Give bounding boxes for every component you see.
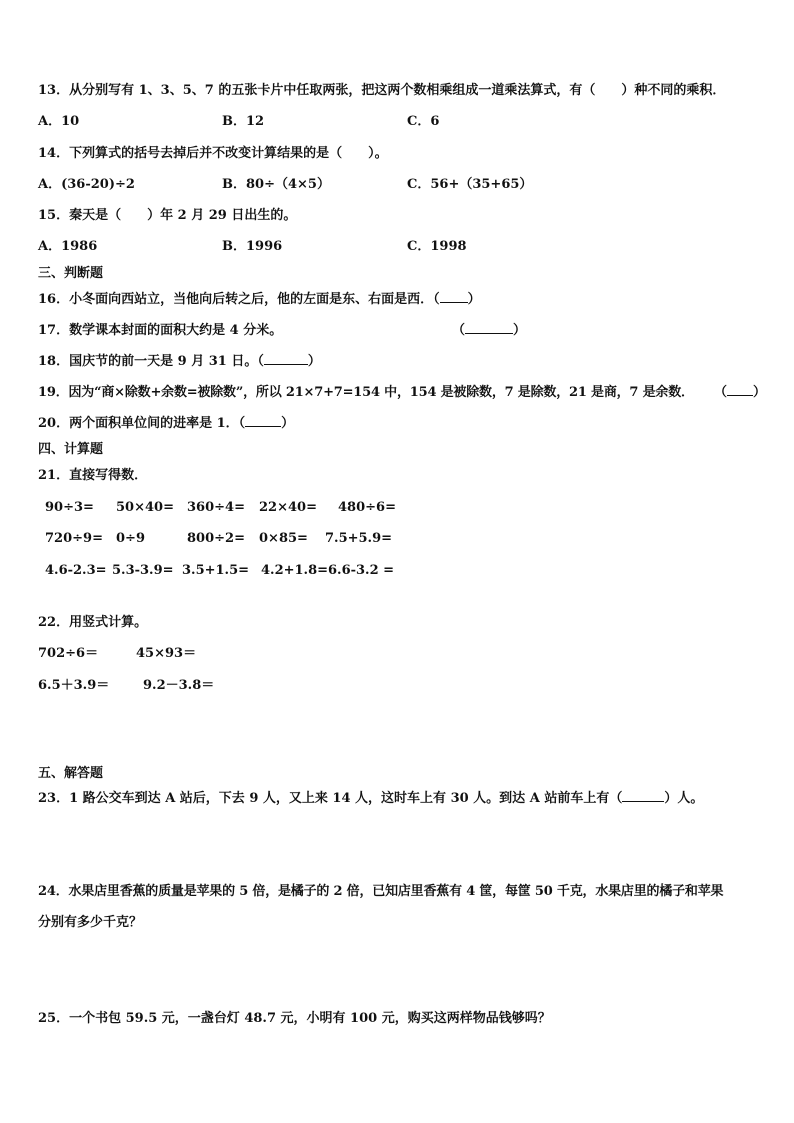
section-heading-word-problems: 五、解答题 — [38, 766, 104, 781]
calc-item: 9.2－3.8＝ — [143, 678, 215, 693]
calc-item: 4.2+1.8= — [261, 563, 329, 578]
calc-item: 6.5＋3.9＝ — [38, 678, 110, 693]
q14-option-b: B．80÷（4×5） — [222, 177, 330, 192]
question-25: 25．一个书包 59.5 元，一盏台灯 48.7 元，小明有 100 元，购买这两样物品钱够吗？ — [38, 1011, 551, 1026]
question-14: 14．下列算式的括号去掉后并不改变计算结果的是（ ）。 — [38, 146, 388, 161]
q14-option-a: A．(36-20)÷2 — [38, 177, 135, 192]
calc-item: 22×40= — [259, 500, 317, 515]
question-24-line-1: 24．水果店里香蕉的质量是苹果的 5 倍，是橘子的 2 倍，已知店里香蕉有 4 筐，每筐 50 千克，水果店里的橘子和苹果 — [38, 884, 724, 899]
question-16-close: ） — [467, 292, 481, 307]
question-19-answer — [714, 384, 766, 402]
question-21: 21．直接写得数． — [38, 468, 148, 483]
question-18-close: ） — [307, 354, 321, 369]
question-17: 17．数学课本封面的面积大约是 4 分米。 — [38, 323, 283, 338]
question-20-close: ） — [281, 416, 295, 431]
answer-blank[interactable] — [727, 395, 753, 396]
calc-item: 4.6-2.3= — [45, 563, 107, 578]
q15-option-b: B．1996 — [222, 239, 283, 254]
question-23-close: ）人。 — [664, 791, 704, 806]
question-16-text: 16．小冬面向西站立，当他向后转之后，他的左面是东、右面是西．（ — [38, 292, 440, 307]
answer-blank[interactable] — [622, 801, 664, 802]
question-22: 22．用竖式计算。 — [38, 615, 148, 630]
question-24-line-2: 分别有多少千克？ — [38, 915, 143, 930]
question-17-open: （ — [452, 323, 466, 338]
q13-option-b: B．12 — [222, 114, 265, 129]
q13-option-a: A．10 — [38, 114, 80, 129]
q15-option-c: C．1998 — [407, 239, 467, 254]
calc-item: 360÷4= — [187, 500, 245, 515]
q14-option-c: C．56+（35+65） — [407, 177, 533, 192]
calc-item: 5.3-3.9= — [112, 563, 174, 578]
question-13: 13．从分别写有 1、3、5、7 的五张卡片中任取两张，把这两个数相乘组成一道乘法算式，有（ ）种不同的乘积． — [38, 83, 726, 98]
question-18 — [38, 353, 321, 371]
question-23 — [38, 790, 703, 808]
question-19: 19．因为“商×除数+余数=被除数”，所以 21×7+7=154 中，154 是被除数，7 是除数，21 是商，7 是余数． — [38, 385, 694, 400]
calc-item: 702÷6＝ — [38, 646, 99, 661]
question-15: 15．秦天是（ ）年 2 月 29 日出生的。 — [38, 208, 297, 223]
calc-item: 45×93＝ — [136, 646, 197, 661]
q15-option-a: A．1986 — [38, 239, 98, 254]
question-20-text: 20．两个面积单位间的进率是 1．（ — [38, 416, 246, 431]
question-20 — [38, 415, 294, 433]
question-23-text: 23．1 路公交车到达 A 站后，下去 9 人，又上来 14 人，这时车上有 30 人。到达 A 站前车上有（ — [38, 791, 623, 806]
question-17-answer — [452, 322, 526, 340]
q13-option-c: C．6 — [407, 114, 440, 129]
calc-item: 7.5+5.9= — [325, 531, 393, 546]
answer-blank[interactable] — [440, 302, 468, 303]
question-19-close: ） — [753, 385, 767, 400]
question-17-close: ） — [513, 323, 527, 338]
answer-blank[interactable] — [465, 333, 513, 334]
calc-item: 50×40= — [116, 500, 174, 515]
calc-item: 0×85= — [259, 531, 308, 546]
question-18-text: 18．国庆节的前一天是 9 月 31 日。（ — [38, 354, 264, 369]
calc-item: 6.6-3.2 = — [328, 563, 395, 578]
question-19-open: （ — [714, 385, 728, 400]
answer-blank[interactable] — [264, 364, 308, 365]
calc-item: 0÷9 — [116, 531, 145, 546]
calc-item: 720÷9= — [45, 531, 103, 546]
calc-item: 800÷2= — [187, 531, 245, 546]
section-heading-calculation: 四、计算题 — [38, 442, 104, 457]
section-heading-judgment: 三、判断题 — [38, 266, 104, 281]
calc-item: 480÷6= — [338, 500, 396, 515]
calc-item: 3.5+1.5= — [182, 563, 250, 578]
calc-item: 90÷3= — [45, 500, 94, 515]
answer-blank[interactable] — [245, 426, 281, 427]
question-16 — [38, 291, 481, 309]
